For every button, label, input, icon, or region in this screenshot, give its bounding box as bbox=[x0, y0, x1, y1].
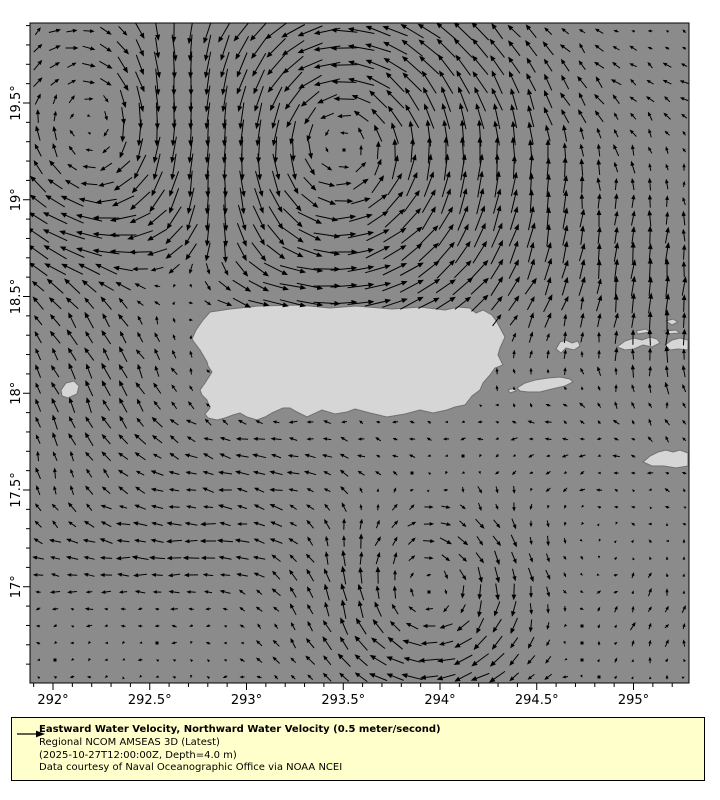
x-tick-label: 294.5° bbox=[514, 693, 559, 708]
x-tick-label: 293° bbox=[230, 693, 263, 708]
legend-box bbox=[11, 717, 705, 781]
y-tick-label: 18.5° bbox=[9, 278, 24, 315]
legend-title: Eastward Water Velocity, Northward Water Velocity (0.5 meter/second) bbox=[39, 724, 441, 735]
x-tick-label: 294° bbox=[424, 693, 456, 708]
y-tick-label: 19° bbox=[9, 188, 24, 212]
x-tick-label: 292.5° bbox=[127, 693, 172, 708]
legend-line-time-depth: (2025-10-27T12:00:00Z, Depth=4.0 m) bbox=[39, 749, 237, 761]
island-puerto-rico bbox=[192, 305, 505, 420]
y-tick-label: 17.5° bbox=[9, 472, 24, 508]
x-tick-label: 293.5° bbox=[321, 693, 366, 708]
legend-line-dataset: Regional NCOM AMSEAS 3D (Latest) bbox=[39, 736, 220, 748]
legend-text bbox=[39, 724, 441, 775]
x-tick-label: 295° bbox=[617, 693, 650, 708]
y-tick-label: 17° bbox=[9, 575, 24, 599]
y-tick-label: 19.5° bbox=[9, 85, 24, 121]
y-tick-label: 18° bbox=[9, 381, 24, 405]
x-tick-label: 292° bbox=[37, 693, 69, 708]
legend-line-courtesy: Data courtesy of Naval Oceanographic Office via NOAA NCEI bbox=[39, 762, 343, 774]
